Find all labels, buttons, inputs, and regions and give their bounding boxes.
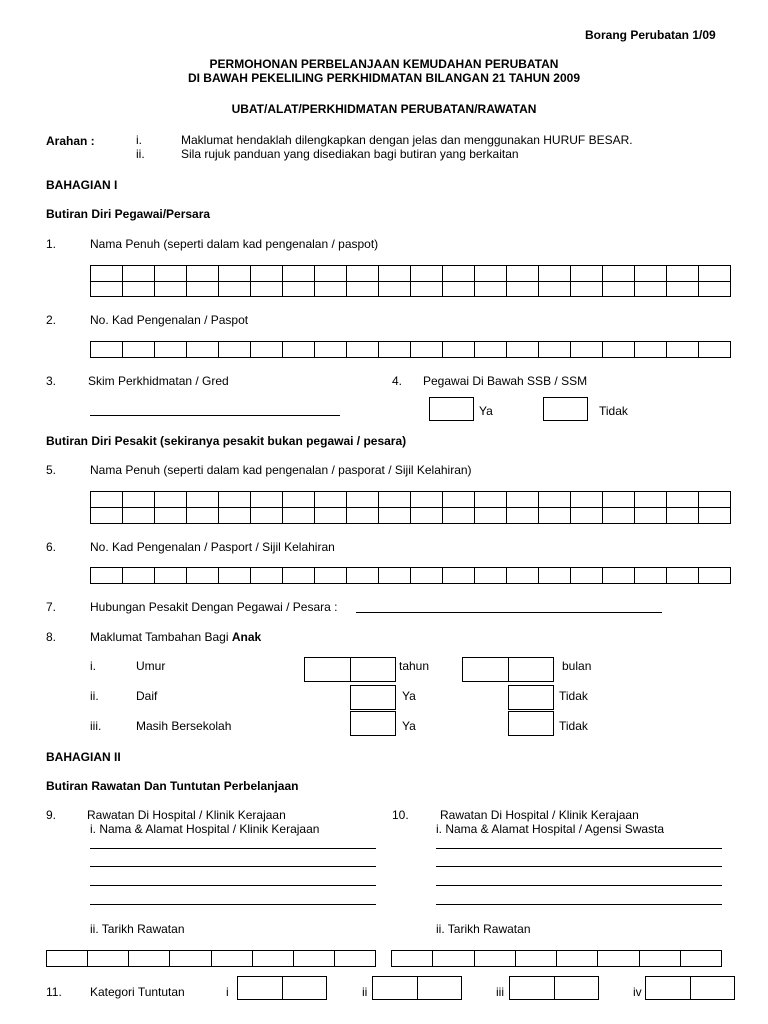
q9-num: 9. (46, 808, 57, 822)
form-code: Borang Perubatan 1/09 (585, 28, 716, 42)
q8-sekolah-label: Masih Bersekolah (136, 719, 232, 733)
q6-label: No. Kad Pengenalan / Pasport / Sijil Kelahiran (90, 540, 335, 554)
q11-opt-i-boxes[interactable] (237, 976, 327, 1000)
q11-opt-iii-label: iii (496, 985, 504, 999)
q8-sekolah-no-checkbox[interactable] (508, 711, 554, 736)
q8-umur-label: Umur (136, 659, 166, 673)
q1-name-grid[interactable] (90, 265, 731, 297)
arahan-label: Arahan : (46, 134, 95, 148)
form-title-line3: UBAT/ALAT/PERKHIDMATAN PERUBATAN/RAWATAN (231, 102, 537, 116)
q4-num: 4. (392, 374, 403, 388)
q4-yes-label: Ya (479, 404, 493, 418)
q6-num: 6. (46, 540, 57, 554)
q2-label: No. Kad Pengenalan / Paspot (90, 313, 249, 327)
pesakit-heading: Butiran Diri Pesakit (sekiranya pesakit bukan pegawai / pesara) (46, 434, 407, 448)
q4-label: Pegawai Di Bawah SSB / SSM (423, 374, 588, 388)
q11-opt-iv-boxes[interactable] (645, 976, 735, 1000)
q11-opt-i-label: i (226, 985, 229, 999)
q8-umur-bulan-boxes[interactable] (462, 657, 554, 682)
q8-bulan-label: bulan (562, 659, 592, 673)
q8-num: 8. (46, 630, 57, 644)
form-title-line1: PERMOHONAN PERBELANJAAN KEMUDAHAN PERUBATAN (209, 57, 559, 71)
q2-num: 2. (46, 313, 57, 327)
q8-sekolah-num: iii. (90, 719, 102, 733)
q10-date-grid[interactable] (391, 950, 722, 967)
q8-label (90, 630, 261, 644)
q5-num: 5. (46, 463, 57, 477)
arahan-text-1: Maklumat hendaklah dilengkapkan dengan jelas dan menggunakan HURUF BESAR. (181, 133, 633, 147)
q10-address-line-3[interactable] (436, 885, 722, 886)
q3-skim-line[interactable] (90, 415, 340, 416)
q11-opt-ii-boxes[interactable] (372, 976, 462, 1000)
q5-name-grid[interactable] (90, 491, 731, 524)
q9-address-line-2[interactable] (90, 866, 376, 867)
q8-daif-yes-checkbox[interactable] (350, 685, 396, 710)
q7-hubungan-line[interactable] (356, 612, 662, 613)
q10-num: 10. (392, 808, 409, 822)
pegawai-heading: Butiran Diri Pegawai/Persara (46, 207, 211, 221)
q2-ic-grid[interactable] (90, 341, 731, 358)
q8-daif-yes-label: Ya (402, 689, 416, 703)
q1-label: Nama Penuh (seperti dalam kad pengenalan / paspot) (90, 237, 379, 251)
q6-ic-grid[interactable] (90, 567, 731, 584)
q8-tahun-label: tahun (399, 659, 430, 673)
q11-opt-ii-label: ii (362, 985, 368, 999)
q8-daif-label: Daif (136, 689, 158, 703)
q9-sub-label: i. Nama & Alamat Hospital / Klinik Kerajaan (90, 822, 320, 836)
q7-label: Hubungan Pesakit Dengan Pegawai / Pesara : (90, 600, 338, 614)
q10-address-line-4[interactable] (436, 904, 722, 905)
q10-address-line-2[interactable] (436, 866, 722, 867)
q8-daif-no-checkbox[interactable] (508, 685, 554, 710)
q9-address-line-4[interactable] (90, 904, 376, 905)
q7-num: 7. (46, 600, 57, 614)
q11-opt-iv-label: iv (633, 985, 642, 999)
q9-tarikh-label: ii. Tarikh Rawatan (90, 922, 185, 936)
q4-no-label: Tidak (599, 404, 628, 418)
q9-date-grid[interactable] (46, 950, 376, 967)
arahan-text-2: Sila rujuk panduan yang disediakan bagi butiran yang berkaitan (181, 147, 519, 161)
q8-label-text: Maklumat Tambahan Bagi (90, 630, 232, 644)
q8-umur-tahun-boxes[interactable] (304, 657, 396, 682)
q3-label: Skim Perkhidmatan / Gred (88, 374, 229, 388)
q8-sekolah-yes-checkbox[interactable] (350, 711, 396, 736)
q4-yes-checkbox[interactable] (429, 397, 474, 421)
q11-num: 11. (46, 985, 62, 999)
q10-label: Rawatan Di Hospital / Klinik Kerajaan (440, 808, 639, 822)
q8-daif-no-label: Tidak (559, 689, 588, 703)
q8-umur-num: i. (90, 659, 96, 673)
bahagian2-heading: BAHAGIAN II (46, 750, 121, 764)
q5-label: Nama Penuh (seperti dalam kad pengenalan / pasporat / Sijil Kelahiran) (90, 463, 472, 477)
bahagian2-sub-heading: Butiran Rawatan Dan Tuntutan Perbelanjaan (46, 779, 299, 793)
q8-sekolah-yes-label: Ya (402, 719, 416, 733)
arahan-num-2: ii. (136, 147, 145, 161)
q1-num: 1. (46, 237, 57, 251)
bahagian1-heading: BAHAGIAN I (46, 178, 118, 192)
q9-address-line-3[interactable] (90, 885, 376, 886)
q9-address-line-1[interactable] (90, 848, 376, 849)
q3-num: 3. (46, 374, 57, 388)
q8-label-anak: Anak (231, 630, 262, 644)
q11-label: Kategori Tuntutan (90, 985, 185, 999)
q8-daif-num: ii. (90, 689, 99, 703)
q10-tarikh-label: ii. Tarikh Rawatan (436, 922, 531, 936)
q10-address-line-1[interactable] (436, 848, 722, 849)
form-title-line2: DI BAWAH PEKELILING PERKHIDMATAN BILANGAN 21 TAHUN 2009 (187, 71, 581, 85)
q11-opt-iii-boxes[interactable] (509, 976, 599, 1000)
q8-sekolah-no-label: Tidak (559, 719, 588, 733)
q9-label: Rawatan Di Hospital / Klinik Kerajaan (87, 808, 286, 822)
q4-no-checkbox[interactable] (543, 397, 588, 421)
arahan-num-1: i. (136, 133, 142, 147)
q10-sub-label: i. Nama & Alamat Hospital / Agensi Swasta (436, 822, 665, 836)
